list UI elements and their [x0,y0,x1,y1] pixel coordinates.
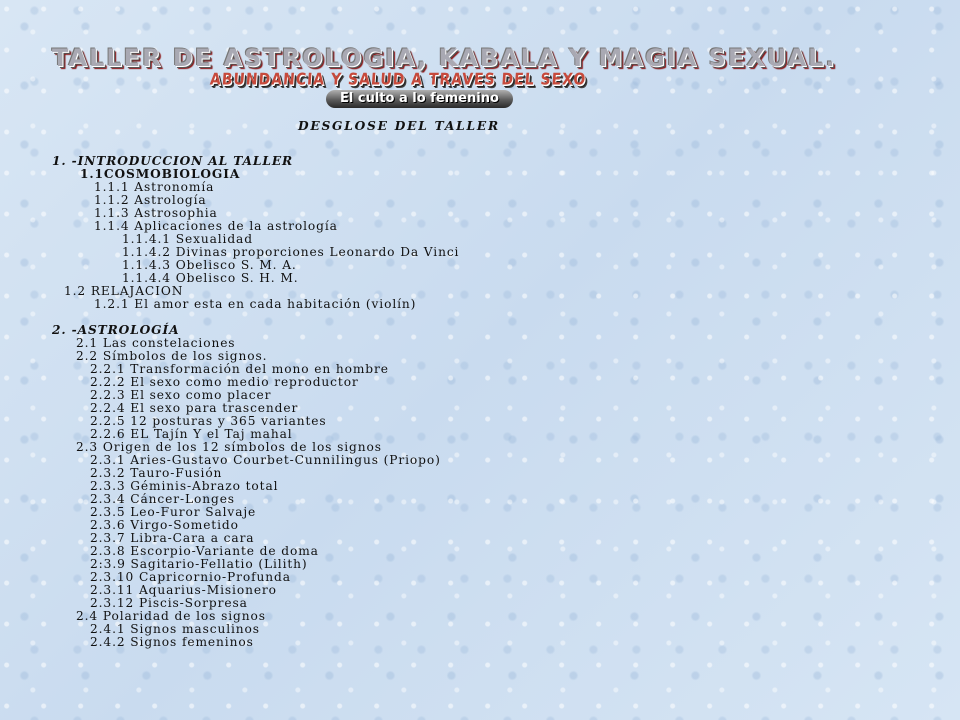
outline-item: 2.4.1 Signos masculinos [90,622,260,636]
outline-item: 1.1.4 Aplicaciones de la astrología [94,219,338,233]
outline-item: 2.4 Polaridad de los signos [76,609,266,623]
outline-item: 1.2.1 El amor esta en cada habitación (violín) [94,297,417,311]
workshop-subtitle: ABUNDANCIA Y SALUD A TRAVES DEL SEXO [209,70,587,90]
outline-item: 2.3.4 Cáncer-Longes [90,492,235,506]
outline-item: 1.1.4.3 Obelisco S. M. A. [122,258,297,272]
outline-item: 1.1COSMOBIOLOGIA [80,167,241,181]
outline-item: 2.3.3 Géminis-Abrazo total [90,479,279,493]
outline-item: 2.3.6 Virgo-Sometido [90,518,239,532]
outline-item: 2.3 Origen de los 12 símbolos de los signos [76,440,382,454]
outline-item: 2.3.10 Capricornio-Profunda [90,570,291,584]
outline-item: 2.2.4 El sexo para trascender [90,401,299,415]
theme-badge: El culto a lo femenino [326,90,513,108]
outline-item: 2.2.2 El sexo como medio reproductor [90,375,359,389]
section-title: 2. -ASTROLOGÍA [52,323,180,337]
outline-item: 1.1.4.4 Obelisco S. H. M. [122,271,299,285]
outline-heading: DESGLOSE DEL TALLER [298,119,500,133]
outline-item: 2.2 Símbolos de los signos. [76,349,268,363]
outline-item: 2.4.2 Signos femeninos [90,635,254,649]
outline-item: 2.1 Las constelaciones [76,336,236,350]
outline-item: 2.2.6 EL Tajín Y el Taj mahal [90,427,293,441]
outline-item: 1.1.4.2 Divinas proporciones Leonardo Da Vinci [122,245,460,259]
outline-item: 2.3.5 Leo-Furor Salvaje [90,505,257,519]
workshop-title: TALLER DE ASTROLOGIA, KABALA Y MAGIA SEXUAL. [52,44,837,72]
outline-item: 2.3.7 Libra-Cara a cara [90,531,255,545]
outline-item: 2.2.5 12 posturas y 365 variantes [90,414,327,428]
outline-item: 2:3.9 Sagitario-Fellatio (Lilith) [90,557,308,571]
outline-item: 1.1.4.1 Sexualidad [122,232,253,246]
outline-item: 1.1.1 Astronomía [94,180,215,194]
outline-item: 2.2.1 Transformación del mono en hombre [90,362,389,376]
outline-item: 2.3.8 Escorpio-Variante de doma [90,544,319,558]
outline-item: 1.1.3 Astrosophia [94,206,218,220]
outline-item: 2.3.12 Piscis-Sorpresa [90,596,248,610]
outline-item: 1.1.2 Astrología [94,193,207,207]
outline-item: 2.3.1 Aries-Gustavo Courbet-Cunnilingus (Priopo) [90,453,441,467]
outline-item: 2.3.2 Tauro-Fusión [90,466,223,480]
outline-item: 1.2 RELAJACION [64,284,184,298]
outline-item: 2.2.3 El sexo como placer [90,388,272,402]
outline-item: 2.3.11 Aquarius-Misionero [90,583,277,597]
section-title: 1. -INTRODUCCION AL TALLER [52,154,294,168]
